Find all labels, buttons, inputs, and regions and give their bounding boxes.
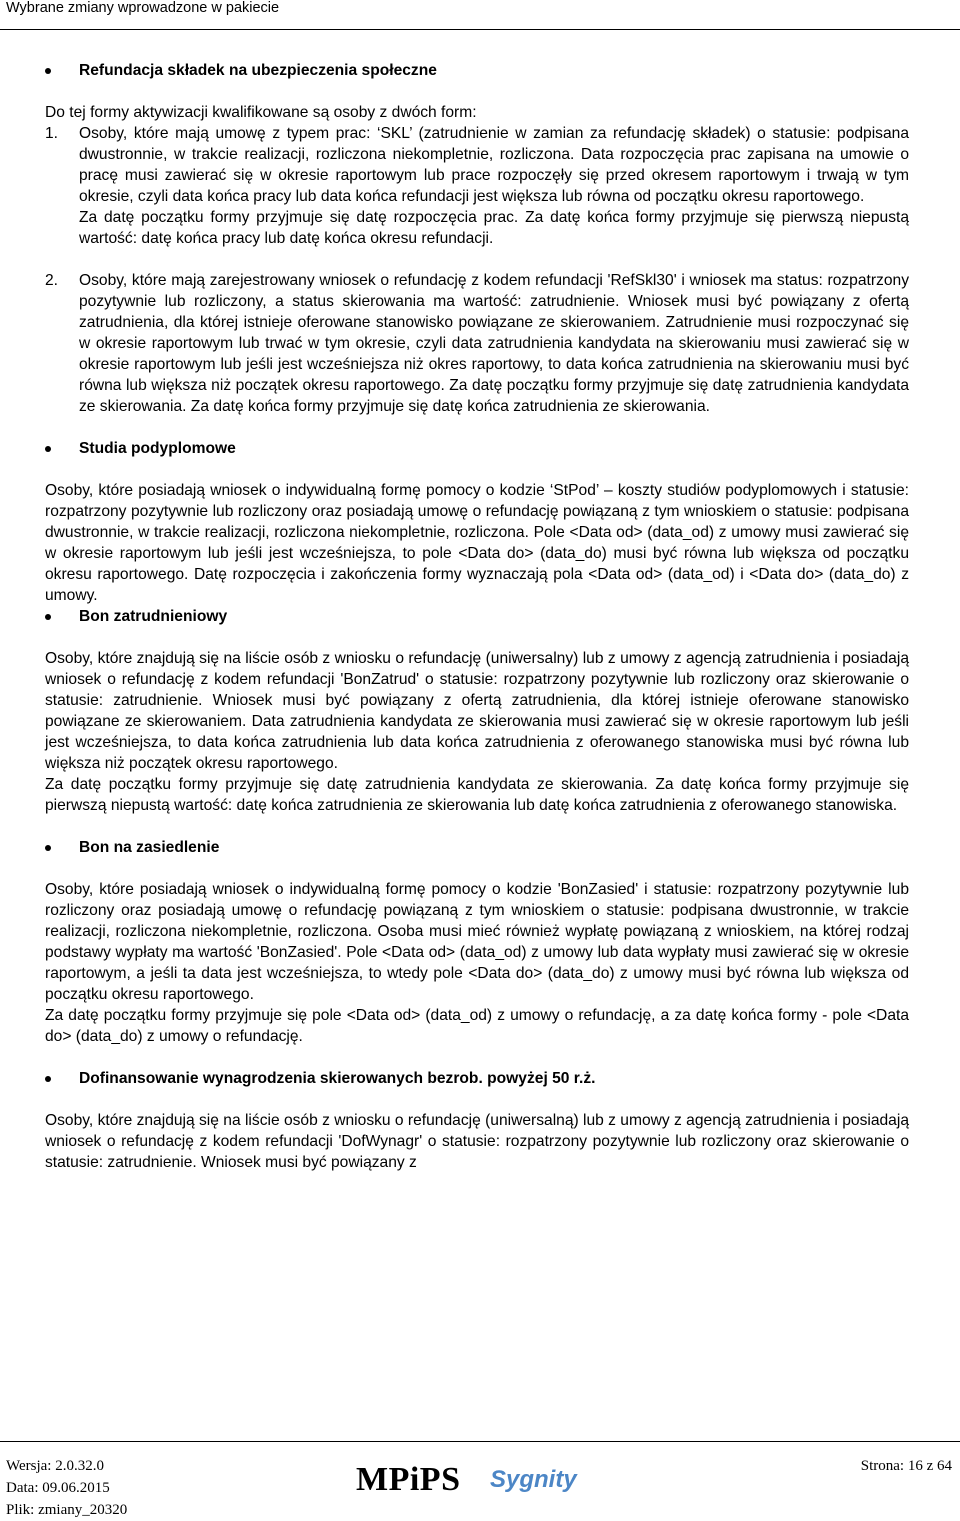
section-text	[45, 648, 909, 816]
footer-page-number: Strona: 16 z 64	[860, 1458, 952, 1474]
item-number: 2.	[45, 272, 59, 289]
mpips-logo: MPiPS	[356, 1461, 461, 1498]
heading-text: Dofinansowanie wynagrodzenia skierowanych bezrob. powyżej 50 r.ż.	[79, 1070, 596, 1087]
footer-meta	[6, 1455, 127, 1521]
document-body	[45, 60, 909, 1173]
bullet-icon	[45, 845, 51, 851]
paragraph-2: Za datę początku formy przyjmuje się pole <Data od> (data_od) z umowy o refundację, a za datę końca formy - pole <Data do> (data_do) z umowy o refundację.	[45, 1007, 909, 1045]
section-text	[45, 879, 909, 1047]
heading-text: Bon zatrudnieniowy	[79, 608, 228, 625]
heading-text: Refundacja składek na ubezpieczenia społeczne	[79, 62, 437, 79]
numbered-item-1	[45, 123, 909, 249]
heading-text: Bon na zasiedlenie	[79, 839, 220, 856]
bullet-icon	[45, 446, 51, 452]
sygnity-logo: Sygnity	[490, 1466, 577, 1493]
footer-file: Plik: zmiany_20320	[6, 1502, 128, 1518]
numbered-item-2	[45, 270, 909, 417]
header-title: Wybrane zmiany wprowadzone w pakiecie	[6, 0, 280, 16]
section-heading-bon-zasiedlenie	[45, 837, 909, 858]
item-number: 1.	[45, 125, 59, 142]
footer-version: Wersja: 2.0.32.0	[6, 1458, 104, 1474]
section-text: Osoby, które znajdują się na liście osób z wniosku o refundację (uniwersalną) lub z umowy z agencją zatrudnienia i posiadają wniosek o refundację z kodem refundacji 'DofWynagr' o statusie: rozpatrzony pozytywnie lub rozliczony oraz skierowanie o statusie: zatrudnienie. Wniosek musi być powiązany z	[45, 1112, 909, 1171]
paragraph: Osoby, które posiadają wniosek o indywidualną formę pomocy o kodzie 'BonZasied' i statusie: rozpatrzony pozytywnie lub rozliczony oraz posiadają umowę o refundację powiązaną z tym wnioskiem o statusie: podpisana dwustronnie, w trakcie realizacji, rozliczona niekompletnie, rozliczona. Osoba musi mieć również wypłatę powiązaną z wnioskiem, na której rodzaj podstawy wypłaty ma wartość 'BonZasied'. Pole <Data od> (data_od) z umowy lub data wypłaty musi zawierać się w okresie raportowym, a jeśli ta data jest wcześniejsza, to wtedy pole <Data do> (data_do) z umowy musi być równa lub większa od początku okresu raportowego.	[45, 881, 909, 1003]
bullet-icon	[45, 1076, 51, 1082]
page-footer	[0, 1441, 960, 1521]
section-intro: Do tej formy aktywizacji kwalifikowane są osoby z dwóch form:	[45, 104, 477, 121]
section-heading-studia	[45, 438, 909, 459]
bullet-icon	[45, 614, 51, 620]
footer-date: Data: 09.06.2015	[6, 1480, 110, 1496]
section-heading-dofinansowanie	[45, 1068, 909, 1089]
section-text: Osoby, które posiadają wniosek o indywidualną formę pomocy o kodzie ‘StPod’ – koszty studiów podyplomowych i statusie: rozpatrzony pozytywnie lub rozliczony oraz posiadają umowę o refundację powiązaną z tym wnioskiem o statusie: podpisana dwustronnie, w trakcie realizacji, rozliczona niekompletnie, rozliczona. Pole <Data od> (data_od) z umowy musi zawierać się w okresie raportowym lub jeśli jest wcześniejsza, to pole <Data do> (data_do) musi być równa lub większa od początku okresu raportowego. Datę rozpoczęcia i zakończenia formy wyznaczają pola <Data od> (data_od) i <Data do> (data_do) z umowy.	[45, 482, 909, 604]
item-text: Osoby, które mają umowę z typem prac: ‘SKL’ (zatrudnienie w zamian za refundację składek) o statusie: podpisana dwustronnie, w trakcie realizacji, rozliczona niekompletnie, rozliczona. Data rozpoczęcia prac zapisana na umowie o pracę musi zawierać się w okresie raportowym lub prace rozpoczęły się przed okresem raportowym i trwają w tym okresie, czyli data końca pracy lub data końca refundacji jest większa lub równa od początku okresu raportowego.	[79, 125, 909, 205]
section-heading-refundacja	[45, 60, 909, 81]
paragraph: Osoby, które znajdują się na liście osób z wniosku o refundację (uniwersalny) lub z umowy z agencją zatrudnienia i posiadają wniosek o refundację z kodem refundacji 'BonZatrud' o statusie: rozpatrzony pozytywnie lub rozliczony oraz skierowanie o statusie: zatrudnienie. Wniosek musi być powiązany z ofertą zatrudnienia, dla której istnieje oferowane stanowisko powiązane ze skierowaniem. Data zatrudnienia kandydata ze skierowania musi zawierać się w okresie raportowym lub jeśli jest wcześniejsza, to data końca zatrudnienia lub data końca zatrudnienia z oferowanego stanowiska musi być równa lub większa niż początek okresu raportowego.	[45, 650, 909, 772]
bullet-icon	[45, 68, 51, 74]
item-text: Osoby, które mają zarejestrowany wniosek o refundację z kodem refundacji 'RefSkl30' i wniosek ma status: rozpatrzony pozytywnie lub rozliczony, a status skierowania ma wartość: zatrudnienie. Wniosek musi być powiązany z ofertą zatrudnienia, dla której istnieje oferowane stanowisko powiązane ze skierowaniem. Zatrudnienie musi rozpoczynać się w okresie raportowym lub trwać w tym okresie, czyli data zatrudnienia kandydata na skierowaniu musi zawierać się w okresie raportowym lub jeśli jest wcześniejsza niż okres raportowy, to data końca zatrudnienia na skierowaniu musi być równa lub większa niż początek okresu raportowego. Za datę początku formy przyjmuje się datę zatrudnienia kandydata ze skierowania. Za datę końca formy przyjmuje się datę końca zatrudnienia ze skierowania.	[79, 272, 909, 415]
page-header	[0, 0, 960, 30]
item-text-2: Za datę początku formy przyjmuje się datę rozpoczęcia prac. Za datę końca formy przyjmuje się pierwszą niepustą wartość: datę końca pracy lub datę końca okresu refundacji.	[79, 209, 909, 247]
paragraph-2: Za datę początku formy przyjmuje się datę zatrudnienia kandydata ze skierowania. Za datę końca formy przyjmuje się pierwszą niepustą wartość: datę końca zatrudnienia ze skierowania lub datę końca zatrudnienia z oferowanego stanowiska.	[45, 776, 909, 814]
heading-text: Studia podyplomowe	[79, 440, 236, 457]
section-heading-bon-zatrudnieniowy	[45, 606, 909, 627]
